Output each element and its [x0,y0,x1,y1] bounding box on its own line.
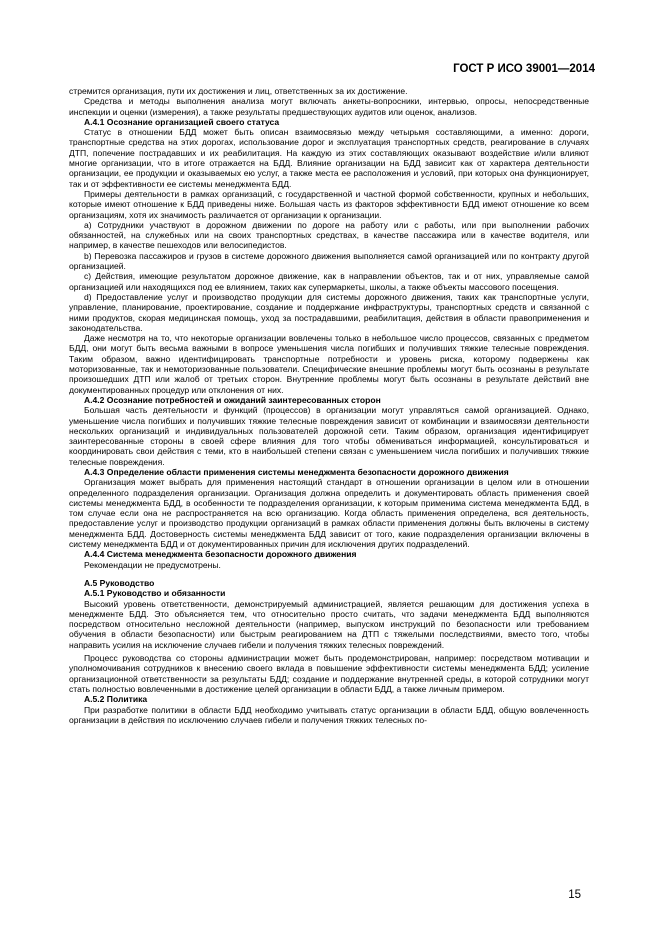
paragraph: Высокий уровень ответственности, демонстрируемый администрацией, является решающим для достижения успеха в менеджменте БДД. Это объясняется тем, что относительно просто считать, что задачи менеджмента БДД выполняются посредством относительно несложной деятельности (например, выпуском инструкций по безопасности или требованием обучения в области безопасности) или быстрым реагированием на ДТП с тяжелыми последствиями, вместо того, чтобы направить усилия на исключение случаев гибели и получения тяжких телесных повреждений. [69,598,589,650]
section-heading-a51: А.5.1 Руководство и обязанности [84,588,226,599]
list-item-b: b) Перевозка пассажиров и грузов в системе дорожного движения выполняется самой организацией или по контракту другой организацией. [69,250,589,272]
document-header: ГОСТ Р ИСО 39001—2014 [453,63,595,75]
list-item-d: d) Предоставление услуг и производство продукции для системы дорожного движения, таких как транспортные услуги, управление, планирование, проектирование, создание и поддержание инфраструктуры, транспортных средств и связанной с ними продуктов, скорая медицинская помощь, уход за пострадавшими, реабилитация, действия в области правоприменения и законодательства. [69,291,589,333]
list-item-a: а) Сотрудники участвуют в дорожном движении по дороге на работу или с работы, или при выполнении рабочих обязанностей, на служебных или на своих транспортных средствах, в качестве пассажира или в качестве водителя, или например, в качестве пешеходов или велосипедистов. [69,219,589,251]
document-body [69,86,589,725]
page-number: 15 [568,889,581,901]
paragraph: Статус в отношении БДД может быть описан взаимосвязью между четырьмя составляющими, а именно: дороги, транспортные средства на этих дорогах, использование дорог и эксплуатация транспортных средств, реагирование в случаях ДТП, попечение пострадавших и их реабилитация. На каждую из этих составляющих оказывают воздействие и/или влияют многие организации, что в итоге отражается на БДД. Влияние организации на БДД зависит как от характера деятельности организации, ее продукции и оказываемых ею услуг, а также места ее расположения и условий, при которых она функционирует, так и от эффективности ее системы менеджмента БДД. [69,127,589,189]
section-heading-a41: А.4.1 Осознание организацией своего статуса [84,116,280,127]
section-heading-a42: А.4.2 Осознание потребностей и ожиданий заинтересованных сторон [84,394,381,405]
section-heading-a52: А.5.2 Политика [84,694,148,705]
paragraph: Процесс руководства со стороны администрации может быть продемонстрирован, например: посредством мотивации и уполномочивания сотрудников к внесению своего вклада в повышение эффективности системы менеджмента БДД; усиление организационной ответственности за результаты БДД; создание и поддержание внутренней среды, в которой сотрудники могут стать полностью вовлеченными в достижение целей организации в области БДД, а также личным примером. [69,653,589,694]
section-heading-a5: А.5 Руководство [84,577,155,588]
paragraph: Большая часть деятельности и функций (процессов) в организации могут управляться самой организацией. Однако, уменьшение числа погибших и получивших тяжкие телесные повреждения зависит от комбинации и взаимосвязи деятельности нескольких организаций и индивидуальных пользователей дорожной сети. Таким образом, организация идентифицирует заинтересованные стороны в своей сфере влияния для того чтобы обмениваться информацией, консультироваться и координировать свои действия с теми, кто в наибольшей степени связан с уменьшением числа погибших и получивших тяжкие телесные повреждения. [69,405,589,467]
section-heading-a43: А.4.3 Определение области применения системы менеджмента безопасности дорожного движения [84,466,509,477]
paragraph: При разработке политики в области БДД необходимо учитывать статус организации в области БДД, общую вовлеченность организации в действия по исключению случаев гибели и получения тяжких телесных по- [69,704,589,725]
paragraph: Средства и методы выполнения анализа могут включать анкеты-вопросники, интервью, опросы, непосредственные инспекции и оценки (измерения), а также результаты предшествующих аудитов или оценок, анализов. [69,96,589,117]
paragraph: Рекомендации не предусмотрены. [84,559,221,570]
paragraph: Даже несмотря на то, что некоторые организации вовлечены только в небольшое число процессов, связанных с предметом БДД, они могут быть весьма важными в вопросе уменьшения числа погибших и получивших тяжкие телесные повреждения. Таким образом, важно идентифицировать транспортные потребности и уровень риска, которому подвержены как моторизованные, так и немоторизованные пользователи. Специфические внешние проблемы могут быть осознаны в результате произошедших ДТП или жалоб от третьих сторон. Внутренние проблемы могут быть осознаны в результате действий вне документированных процедур или отклонения от них. [69,333,589,395]
paragraph: стремится организация, пути их достижения и лиц, ответственных за их достижение. [69,86,408,96]
list-item-c: c) Действия, имеющие результатом дорожное движение, как в направлении объектов, так и от них, управляемые самой организацией или находящихся под ее влиянием, таких как супермаркеты, школы, а также объекты массового посещения. [69,271,589,292]
paragraph: Примеры деятельности в рамках организаций, с государственной и частной формой собственности, крупных и небольших, которые имеют отношение к БДД приведены ниже. Большая часть из факторов эффективности БДД имеют отношение ко всем организациям, хотя их значимость различается от организации к организации. [69,188,589,220]
paragraph: Организация может выбрать для применения настоящий стандарт в отношении организации в целом или в отношении определенного подразделения организации. Организация должна определить и документировать область применения своей системы менеджмента БДД, в особенности те подразделения организации, к которым применима система менеджмента БДД, в том случае если она не распространяется на всю организацию. Когда область применения определена, вся деятельность, предоставление услуг и производство продукции организаций в рамках области применения должны быть включены в систему менеджмента БДД. Достоверность системы менеджмента БДД зависит от того, какие подразделения организации включены в систему менеджмента БДД и от документированных причин для исключения других подразделений. [69,477,589,550]
section-heading-a44: А.4.4 Система менеджмента безопасности дорожного движения [84,549,357,560]
